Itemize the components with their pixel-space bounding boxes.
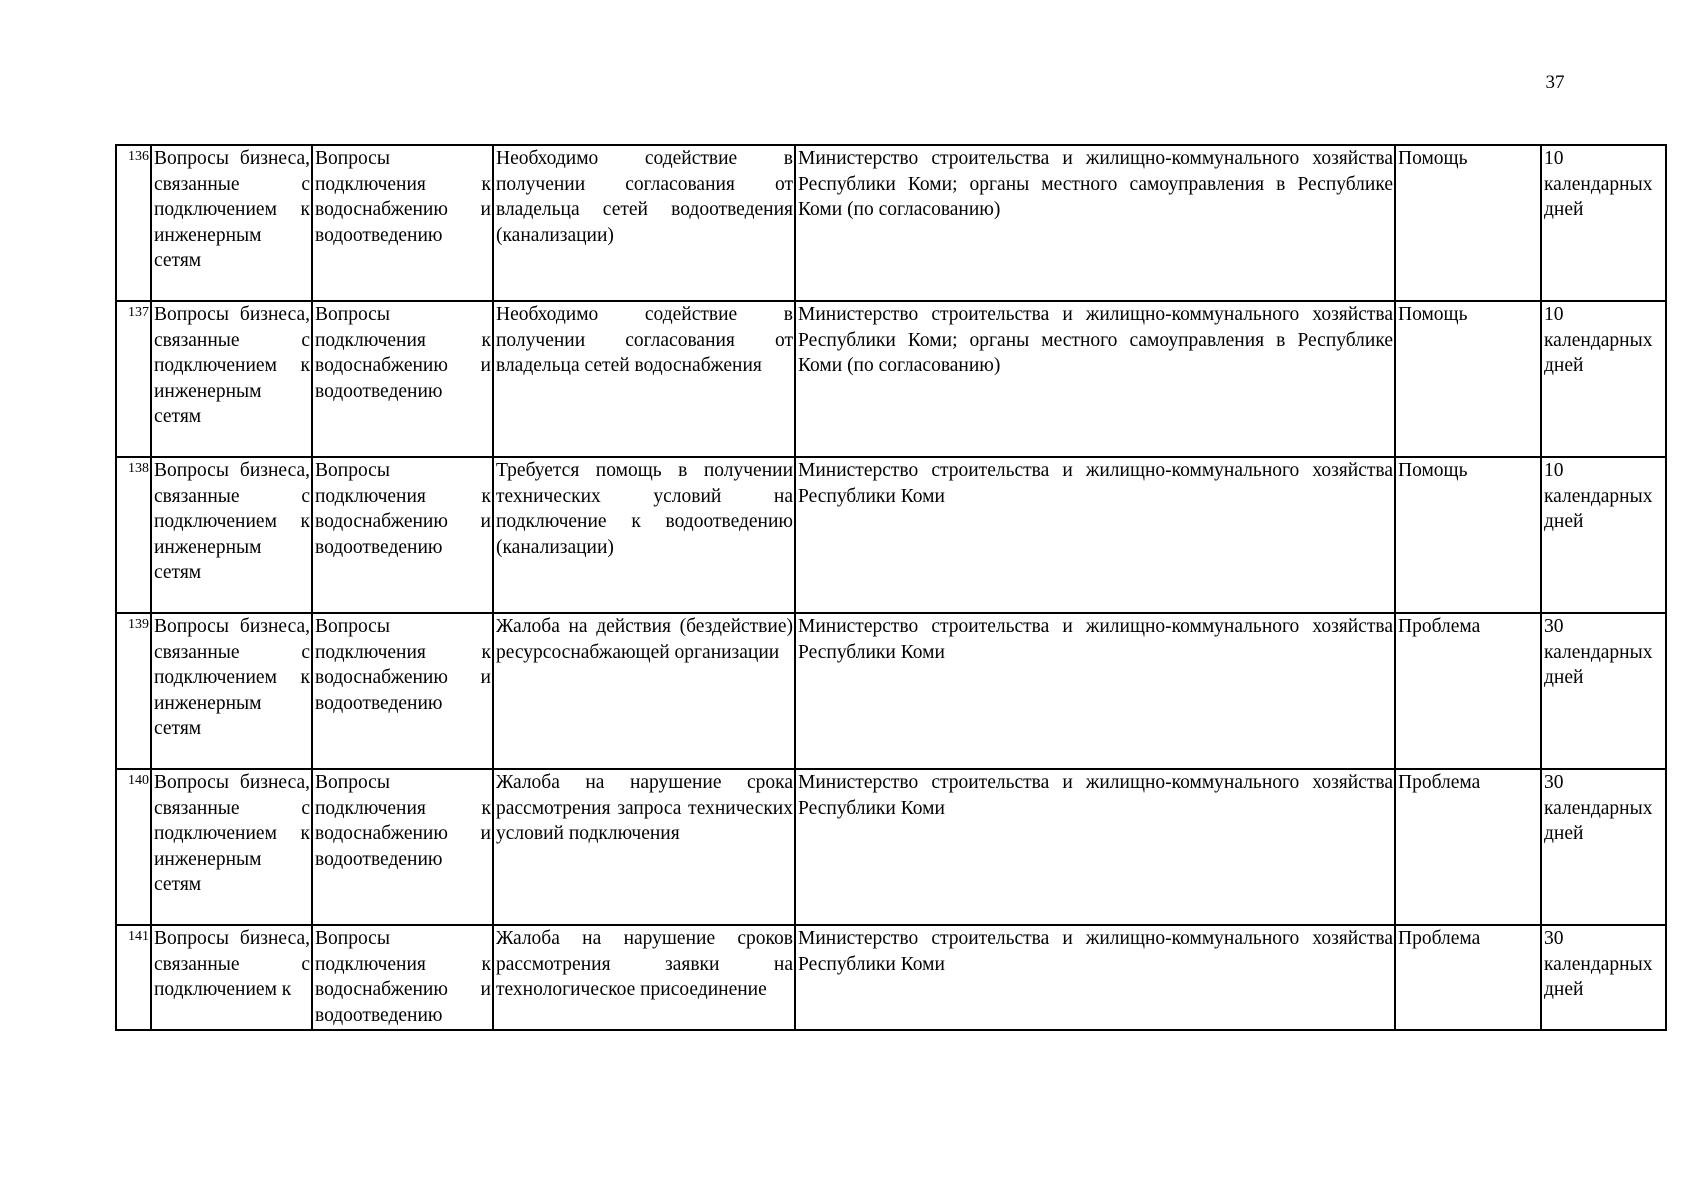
subcategory-cell: Вопросы подключения к водоснабжению и водоотведению [312,925,493,1030]
row-number: 136 [116,145,151,301]
row-number: 141 [116,925,151,1030]
description-cell: Жалоба на нарушение срока рассмотрения запроса технических условий подключения [493,769,795,925]
table-row [116,925,1666,1030]
subcategory-cell: Вопросы подключения к водоснабжению и водоотведению [312,769,493,925]
category-cell: Вопросы бизнеса, связанные с подключением к инженерным сетям [151,769,312,925]
type-cell: Проблема [1395,769,1541,925]
organizations-cell: Министерство строительства и жилищно-коммунального хозяйства Республики Коми [795,613,1395,769]
description-cell: Необходимо содействие в получении согласования от владельца сетей водоснабжения [493,301,795,457]
row-number: 139 [116,613,151,769]
term-cell: 30 календарных дней [1541,613,1666,769]
term-cell: 10 календарных дней [1541,145,1666,301]
subcategory-cell: Вопросы подключения к водоснабжению и водоотведению [312,457,493,613]
term-cell: 10 календарных дней [1541,457,1666,613]
page-number: 37 [1545,72,1565,93]
row-number: 137 [116,301,151,457]
type-cell: Помощь [1395,145,1541,301]
term-cell: 30 календарных дней [1541,769,1666,925]
term-cell: 30 календарных дней [1541,925,1666,1030]
term-cell: 10 календарных дней [1541,301,1666,457]
type-cell: Проблема [1395,925,1541,1030]
type-cell: Проблема [1395,613,1541,769]
description-cell: Требуется помощь в получении технических условий на подключение к водоотведению (канализации) [493,457,795,613]
row-number: 140 [116,769,151,925]
organizations-cell: Министерство строительства и жилищно-коммунального хозяйства Республики Коми [795,457,1395,613]
appeals-table [115,144,1667,1031]
category-cell: Вопросы бизнеса, связанные с подключением к инженерным сетям [151,613,312,769]
description-cell: Необходимо содействие в получении согласования от владельца сетей водоотведения (канализации) [493,145,795,301]
subcategory-cell: Вопросы подключения к водоснабжению и водоотведению [312,301,493,457]
category-cell: Вопросы бизнеса, связанные с подключением к инженерным сетям [151,457,312,613]
description-cell: Жалоба на нарушение сроков рассмотрения заявки на технологическое присоединение [493,925,795,1030]
category-cell: Вопросы бизнеса, связанные с подключением к инженерным сетям [151,301,312,457]
table-row [116,769,1666,925]
table-row [116,301,1666,457]
category-cell: Вопросы бизнеса, связанные с подключением к инженерным сетям [151,145,312,301]
description-cell: Жалоба на действия (бездействие) ресурсоснабжающей организации [493,613,795,769]
subcategory-cell: Вопросы подключения к водоснабжению и водоотведению [312,613,493,769]
organizations-cell: Министерство строительства и жилищно-коммунального хозяйства Республики Коми [795,925,1395,1030]
organizations-cell: Министерство строительства и жилищно-коммунального хозяйства Республики Коми; органы местного самоуправления в Республике Коми (по согласованию) [795,301,1395,457]
type-cell: Помощь [1395,301,1541,457]
category-cell: Вопросы бизнеса, связанные с подключением к [151,925,312,1030]
table-row [116,457,1666,613]
organizations-cell: Министерство строительства и жилищно-коммунального хозяйства Республики Коми [795,769,1395,925]
table-row [116,613,1666,769]
row-number: 138 [116,457,151,613]
type-cell: Помощь [1395,457,1541,613]
organizations-cell: Министерство строительства и жилищно-коммунального хозяйства Республики Коми; органы местного самоуправления в Республике Коми (по согласованию) [795,145,1395,301]
table-row [116,145,1666,301]
subcategory-cell: Вопросы подключения к водоснабжению и водоотведению [312,145,493,301]
